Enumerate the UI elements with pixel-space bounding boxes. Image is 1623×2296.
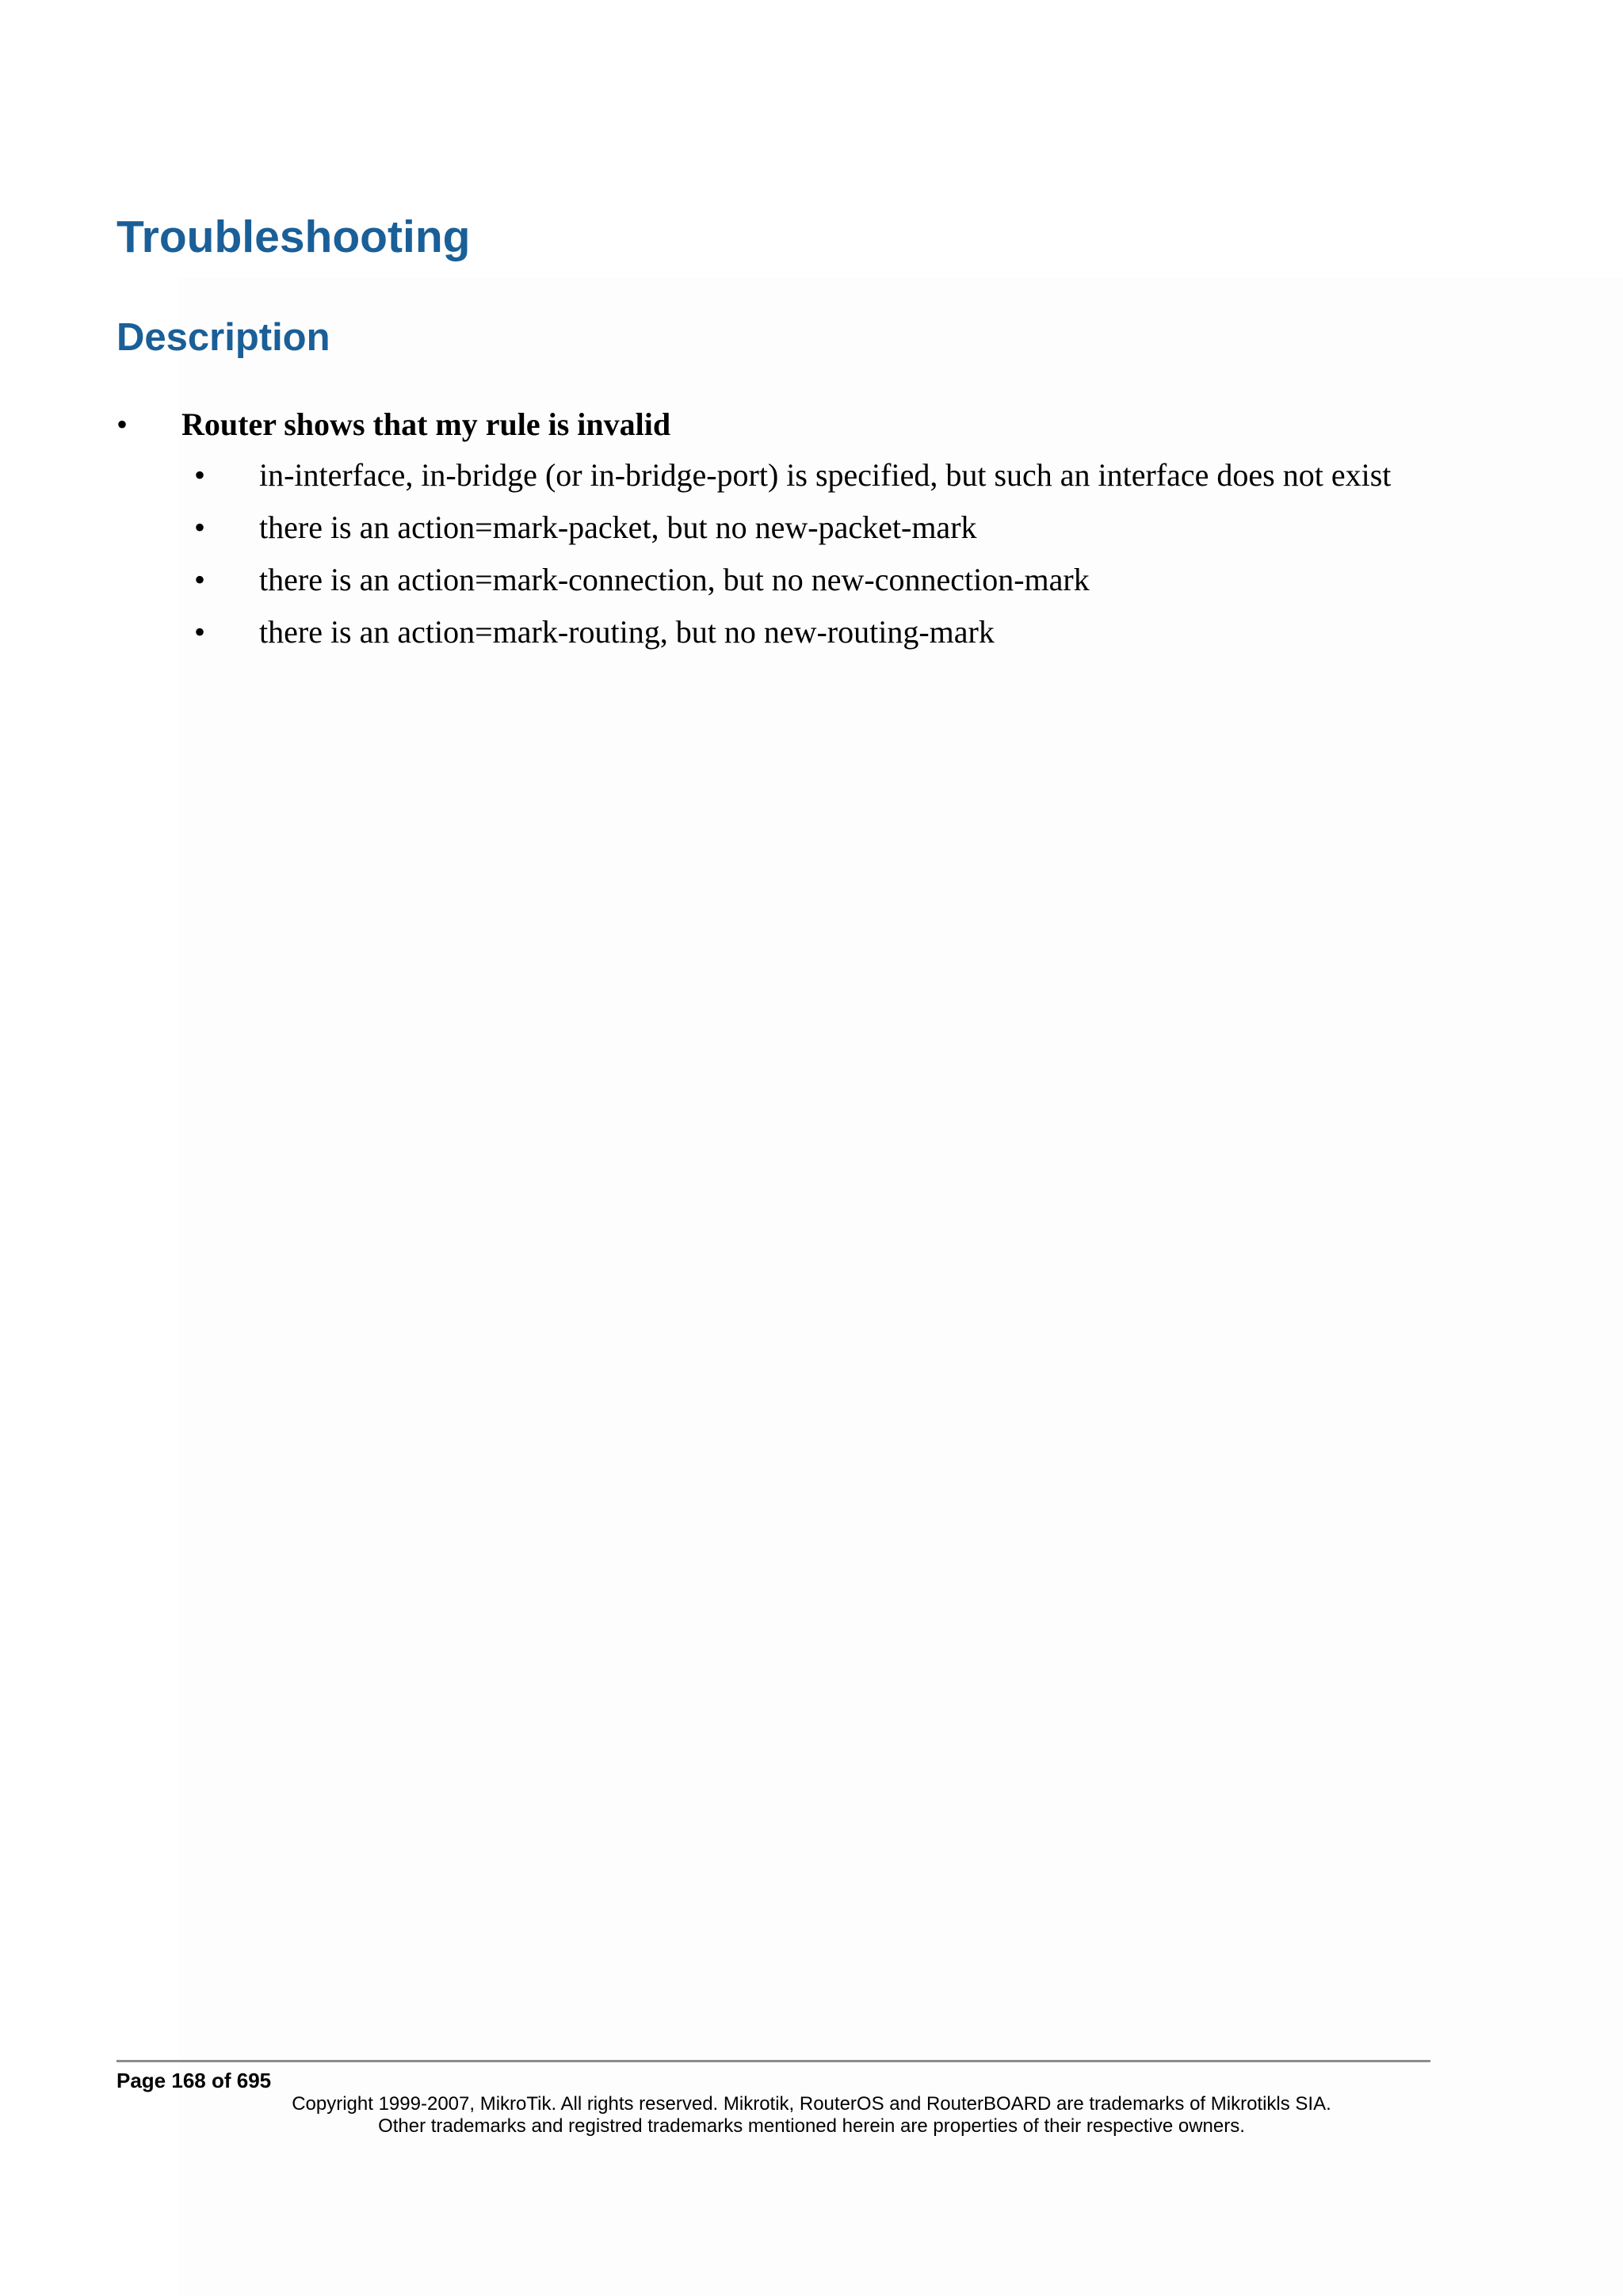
copyright-notice: [116, 2093, 1507, 2138]
bullet-icon: •: [194, 509, 206, 545]
section-heading-description: Description: [116, 316, 330, 359]
bullet-icon: •: [194, 562, 206, 597]
list-item-label: Router shows that my rule is invalid: [181, 406, 671, 442]
sub-list-item-label: there is an action=mark-packet, but no new-packet-mark: [259, 509, 977, 545]
trademark-line: Other trademarks and registred trademarks mentioned herein are properties of their respective owners.: [378, 2115, 1245, 2137]
bullet-icon: •: [194, 457, 206, 493]
copyright-line: Copyright 1999-2007, MikroTik. All rights reserved. Mikrotik, RouterOS and RouterBOARD are trademarks of Mikrotikls SIA.: [292, 2093, 1331, 2115]
page-title: Troubleshooting: [116, 212, 471, 262]
sub-list-item-label: there is an action=mark-routing, but no new-routing-mark: [259, 614, 995, 650]
footer-divider: [116, 2060, 1430, 2062]
sub-list-item-label: there is an action=mark-connection, but no new-connection-mark: [259, 562, 1090, 597]
bullet-icon: •: [194, 614, 206, 650]
page-number: Page 168 of 695: [116, 2069, 272, 2092]
sub-list-item-label: in-interface, in-bridge (or in-bridge-port) is specified, but such an interface does not exist: [259, 457, 1392, 493]
bullet-icon: •: [116, 406, 128, 442]
